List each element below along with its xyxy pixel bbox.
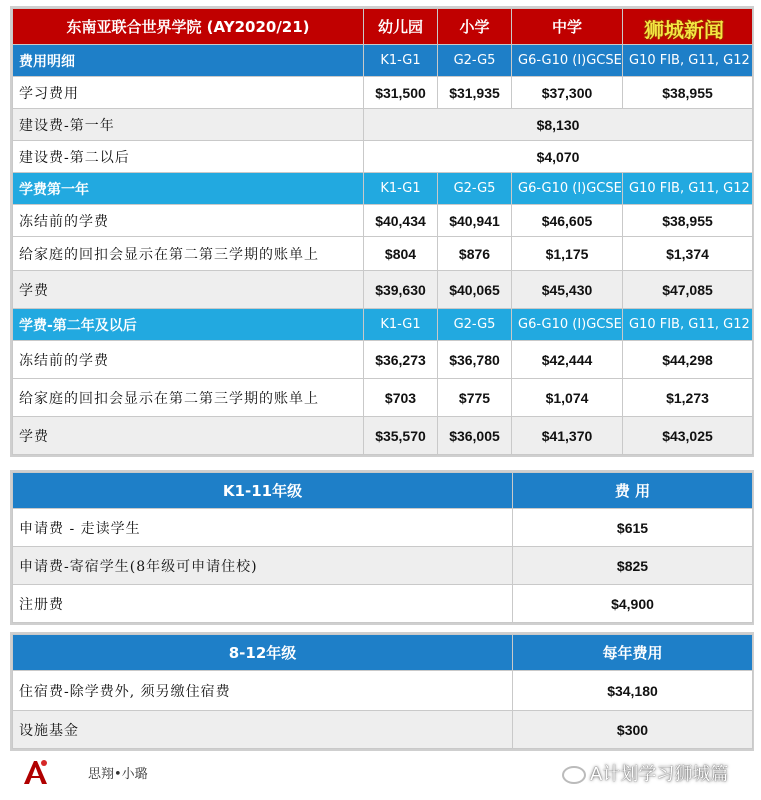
cell-value: $35,570 bbox=[364, 417, 438, 455]
fee-heading: 费 用 bbox=[513, 473, 753, 509]
signature: 思翔•小璐 bbox=[88, 767, 148, 782]
row-label: 住宿费-除学费外, 须另缴住宿费 bbox=[13, 671, 513, 711]
cell-value: $1,273 bbox=[623, 379, 753, 417]
table-row bbox=[13, 547, 753, 585]
table-row bbox=[13, 509, 753, 547]
table-row bbox=[13, 77, 753, 109]
table-row bbox=[13, 141, 753, 173]
table-row bbox=[13, 237, 753, 271]
grade-band: G2-G5 bbox=[438, 173, 512, 205]
grade-heading: K1-11年级 bbox=[13, 473, 513, 509]
cell-value: $44,298 bbox=[623, 341, 753, 379]
cell-value: $703 bbox=[364, 379, 438, 417]
cell-value: $615 bbox=[513, 509, 753, 547]
cell-value: $40,065 bbox=[438, 271, 512, 309]
brand-logo-icon bbox=[20, 757, 50, 787]
cell-value: $38,955 bbox=[623, 77, 753, 109]
grade-band: K1-G1 bbox=[364, 173, 438, 205]
watermark-bottom bbox=[562, 760, 728, 786]
row-label: 建设费-第二以后 bbox=[13, 141, 364, 173]
row-label: 学费 bbox=[13, 417, 364, 455]
grade-band: K1-G1 bbox=[364, 45, 438, 77]
application-fees-table bbox=[10, 470, 754, 625]
cell-value: $39,630 bbox=[364, 271, 438, 309]
cell-value: $36,273 bbox=[364, 341, 438, 379]
cell-value: $36,780 bbox=[438, 341, 512, 379]
cell-value: $43,025 bbox=[623, 417, 753, 455]
cell-value: $876 bbox=[438, 237, 512, 271]
grade-band: G2-G5 bbox=[438, 45, 512, 77]
cell-value: $47,085 bbox=[623, 271, 753, 309]
cell-value: $37,300 bbox=[512, 77, 623, 109]
cell-value: $31,500 bbox=[364, 77, 438, 109]
cell-value: $38,955 bbox=[623, 205, 753, 237]
row-label: 学费 bbox=[13, 271, 364, 309]
row-label: 申请费 - 走读学生 bbox=[13, 509, 513, 547]
cell-value: $36,005 bbox=[438, 417, 512, 455]
table-row bbox=[13, 271, 753, 309]
application-header-row bbox=[13, 473, 753, 509]
row-label: 冻结前的学费 bbox=[13, 205, 364, 237]
section-title: 学费-第二年及以后 bbox=[13, 309, 364, 341]
cell-value: $42,444 bbox=[512, 341, 623, 379]
cell-value: $775 bbox=[438, 379, 512, 417]
grade-band: G10 FIB, G11, G12 bbox=[623, 45, 753, 77]
grade-band: G6-G10 (I)GCSE bbox=[512, 45, 623, 77]
row-label: 冻结前的学费 bbox=[13, 341, 364, 379]
row-label: 建设费-第一年 bbox=[13, 109, 364, 141]
table-row bbox=[13, 109, 753, 141]
row-label: 申请费-寄宿学生(8年级可申请住校) bbox=[13, 547, 513, 585]
fees-table bbox=[10, 6, 754, 457]
row-label: 学习费用 bbox=[13, 77, 364, 109]
col-middle: 中学 bbox=[512, 9, 623, 45]
boarding-header-row bbox=[13, 635, 753, 671]
row-label: 设施基金 bbox=[13, 711, 513, 749]
grade-band: G6-G10 (I)GCSE bbox=[512, 173, 623, 205]
cell-value: $1,074 bbox=[512, 379, 623, 417]
cell-value: $45,430 bbox=[512, 271, 623, 309]
cell-value: $46,605 bbox=[512, 205, 623, 237]
fee-heading: 每年费用 bbox=[513, 635, 753, 671]
section-title: 学费第一年 bbox=[13, 173, 364, 205]
table-row bbox=[13, 417, 753, 455]
cell-value: $34,180 bbox=[513, 671, 753, 711]
table-row bbox=[13, 585, 753, 623]
table-row bbox=[13, 671, 753, 711]
cell-value: $40,941 bbox=[438, 205, 512, 237]
grade-band: G2-G5 bbox=[438, 309, 512, 341]
cell-value: $300 bbox=[513, 711, 753, 749]
grade-heading: 8-12年级 bbox=[13, 635, 513, 671]
cell-value: $4,070 bbox=[364, 141, 753, 173]
section-year1-header bbox=[13, 173, 753, 205]
watermark-text: A计划学习狮城篇 bbox=[590, 764, 729, 785]
school-title: 东南亚联合世界学院 (AY2020/21) bbox=[13, 9, 364, 45]
grade-band: G10 FIB, G11, G12 bbox=[623, 173, 753, 205]
grade-band: K1-G1 bbox=[364, 309, 438, 341]
row-label: 给家庭的回扣会显示在第二第三学期的账单上 bbox=[13, 237, 364, 271]
cell-value: $804 bbox=[364, 237, 438, 271]
col-primary: 小学 bbox=[438, 9, 512, 45]
cell-value: $41,370 bbox=[512, 417, 623, 455]
row-label: 给家庭的回扣会显示在第二第三学期的账单上 bbox=[13, 379, 364, 417]
cell-value: $825 bbox=[513, 547, 753, 585]
row-label: 注册费 bbox=[13, 585, 513, 623]
table-row bbox=[13, 205, 753, 237]
cell-value: $1,374 bbox=[623, 237, 753, 271]
table-row bbox=[13, 711, 753, 749]
table-row bbox=[13, 341, 753, 379]
cell-value: $8,130 bbox=[364, 109, 753, 141]
cell-value: $31,935 bbox=[438, 77, 512, 109]
section-year2-header bbox=[13, 309, 753, 341]
boarding-fees-table bbox=[10, 632, 754, 751]
fees-header-row bbox=[13, 9, 753, 45]
watermark-top: 狮城新闻 bbox=[644, 18, 724, 42]
section-title: 费用明细 bbox=[13, 45, 364, 77]
cell-value: $4,900 bbox=[513, 585, 753, 623]
grade-band: G10 FIB, G11, G12 bbox=[623, 309, 753, 341]
cell-value: $1,175 bbox=[512, 237, 623, 271]
table-row bbox=[13, 379, 753, 417]
wechat-icon bbox=[562, 766, 586, 784]
cell-value: $40,434 bbox=[364, 205, 438, 237]
grade-band: G6-G10 (I)GCSE bbox=[512, 309, 623, 341]
section-fees-header bbox=[13, 45, 753, 77]
col-kindergarten: 幼儿园 bbox=[364, 9, 438, 45]
